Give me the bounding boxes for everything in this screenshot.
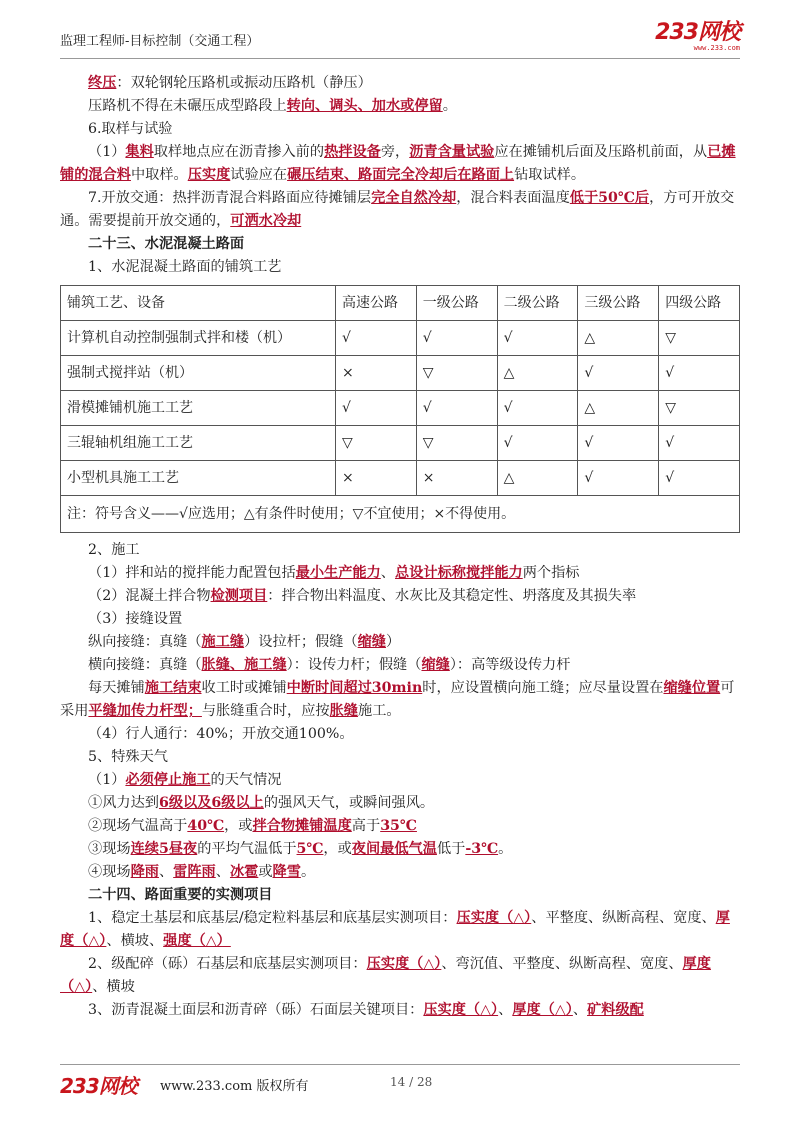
- paragraph: [60, 677, 740, 723]
- logo-url: www.233.com: [693, 44, 740, 52]
- key-term: 检测项目: [210, 588, 268, 604]
- logo-text: 233网校: [655, 20, 740, 45]
- text-run: ：拌合物出料温度、水灰比及其稳定性、坍落度及其损失率: [267, 588, 637, 604]
- text-run: 应在摊铺机后面及压路机前面，从: [494, 144, 708, 160]
- column-header: 二级公路: [497, 286, 578, 321]
- header-divider: [60, 58, 740, 59]
- key-term: 热拌设备: [324, 144, 381, 160]
- suitability-cell: √: [336, 321, 417, 356]
- text-run: 、: [158, 864, 174, 880]
- paragraph: [60, 141, 740, 187]
- key-term: 沥青含量试验: [409, 144, 495, 160]
- suitability-cell: ×: [336, 356, 417, 391]
- suitability-cell: ×: [416, 461, 497, 496]
- key-term: 总设计标称搅拌能力: [395, 565, 523, 581]
- suitability-cell: △: [497, 461, 578, 496]
- text-run: 。: [442, 98, 457, 114]
- paragraph: [60, 792, 740, 815]
- text-run: 收工时或摊铺: [201, 680, 287, 696]
- paragraph: [60, 861, 740, 884]
- text-run: 每天摊铺: [88, 680, 145, 696]
- suitability-cell: √: [497, 391, 578, 426]
- key-term: 缩缝: [357, 634, 386, 650]
- key-term: 强度（△）: [163, 933, 231, 949]
- paragraph: [60, 769, 740, 792]
- text-run: ③现场: [88, 841, 131, 857]
- paragraph: [60, 72, 740, 95]
- text-run: 低于: [436, 841, 466, 857]
- key-term: 雷阵雨: [173, 864, 216, 880]
- text-run: （3）接缝设置: [88, 611, 183, 627]
- key-term: -3℃: [465, 841, 499, 857]
- process-name-cell: 强制式搅拌站（机）: [61, 356, 336, 391]
- key-term: 必须停止施工: [125, 772, 211, 788]
- text-run: （4）行人通行：40%；开放交通100%。: [88, 726, 354, 742]
- key-term: 降雪: [272, 864, 301, 880]
- text-run: 2、级配碎（砾）石基层和底基层实测项目：: [88, 956, 367, 972]
- paragraph: [60, 999, 740, 1022]
- suitability-cell: ▽: [659, 321, 740, 356]
- text-run: 旁，: [380, 144, 410, 160]
- footer-logo[interactable]: 233网校: [60, 1074, 137, 1098]
- key-term: 冰雹: [229, 864, 259, 880]
- column-header: 三级公路: [578, 286, 659, 321]
- paragraph: [60, 907, 740, 953]
- suitability-cell: △: [578, 321, 659, 356]
- key-term: 胀缝、施工缝: [201, 657, 287, 673]
- column-header: 铺筑工艺、设备: [61, 286, 336, 321]
- text-run: 、弯沉值、平整度、纵断高程、宽度、: [441, 956, 683, 972]
- text-run: ）: [386, 634, 401, 650]
- paragraph: [60, 608, 740, 631]
- text-run: 施工。: [358, 703, 401, 719]
- key-term: 缩缝: [421, 657, 450, 673]
- text-run: ，或: [224, 818, 253, 834]
- text-run: 3、沥青混凝土面层和沥青碎（砾）石面层关键项目：: [88, 1002, 424, 1018]
- suitability-cell: ▽: [336, 426, 417, 461]
- key-term: 可洒水冷却: [230, 213, 302, 229]
- text-run: 可采用: [60, 680, 735, 719]
- section-asphalt: [60, 72, 740, 279]
- key-term: 已摊铺的混合料: [60, 144, 736, 183]
- key-term: 施工缝: [201, 634, 245, 650]
- text-run: 2、施工: [88, 542, 140, 558]
- table-row: [61, 321, 740, 356]
- key-term: 35℃: [380, 818, 417, 834]
- key-term: 最小生产能力: [295, 565, 381, 581]
- text-run: 5、特殊天气: [88, 749, 168, 765]
- key-term: 矿料级配: [587, 1002, 644, 1018]
- process-name-cell: 计算机自动控制强制式拌和楼（机）: [61, 321, 336, 356]
- text-run: 纵向接缝：真缝（: [88, 634, 202, 650]
- text-run: （2）混凝土拌合物: [88, 588, 211, 604]
- text-run: 试验应在: [230, 167, 288, 183]
- copyright-text: www.233.com 版权所有: [160, 1079, 309, 1094]
- paragraph: [60, 953, 740, 999]
- table-body: [61, 321, 740, 533]
- table-row: [61, 426, 740, 461]
- key-term: 中断时间超过30min: [286, 680, 423, 696]
- text-run: ）：高等级设传力杆: [449, 657, 571, 673]
- suitability-cell: √: [497, 426, 578, 461]
- key-term: 缩缝位置: [663, 680, 721, 696]
- text-run: 、横坡、: [106, 933, 164, 949]
- text-run: （1）: [88, 144, 126, 160]
- text-run: 1、稳定土基层和底基层/稳定粒料基层和底基层实测项目：: [88, 910, 457, 926]
- text-run: 或: [258, 864, 273, 880]
- text-run: 与胀缝重合时，应按: [201, 703, 330, 719]
- text-run: 二十三、水泥混凝土路面: [88, 236, 245, 252]
- suitability-cell: √: [497, 321, 578, 356]
- column-header: 一级公路: [416, 286, 497, 321]
- text-run: 。: [498, 841, 513, 857]
- column-header: 高速公路: [336, 286, 417, 321]
- paragraph: [60, 539, 740, 562]
- text-run: 压路机不得在未碾压成型路段上: [88, 98, 287, 114]
- suitability-cell: ×: [336, 461, 417, 496]
- column-header: 四级公路: [659, 286, 740, 321]
- suitability-cell: √: [659, 426, 740, 461]
- key-term: 压实度（△）: [366, 956, 442, 972]
- text-run: 时，应设置横向施工缝；应尽量设置在: [422, 680, 664, 696]
- suitability-cell: ▽: [416, 356, 497, 391]
- text-run: 、: [498, 1002, 513, 1018]
- document-title: 监理工程师-目标控制（交通工程）: [60, 34, 260, 49]
- text-run: ：双轮钢轮压路机或振动压路机（静压）: [116, 75, 372, 91]
- key-term: 胀缝: [329, 703, 358, 719]
- paragraph: [60, 187, 740, 233]
- process-name-cell: 滑模摊铺机施工工艺: [61, 391, 336, 426]
- paragraph: [60, 838, 740, 861]
- document-body: [60, 72, 740, 1022]
- table-row: [61, 461, 740, 496]
- section-concrete: [60, 539, 740, 1022]
- suitability-cell: √: [578, 426, 659, 461]
- text-run: 的天气情况: [210, 772, 282, 788]
- page-header: [60, 22, 740, 56]
- text-run: ②现场气温高于: [88, 818, 188, 834]
- suitability-cell: √: [416, 391, 497, 426]
- paragraph: [60, 746, 740, 769]
- text-run: 高于: [351, 818, 381, 834]
- text-run: 取样地点应在沥青掺入前的: [153, 144, 325, 160]
- table-header: [61, 286, 740, 321]
- text-run: ，方可开放交通。需要提前开放交通的，: [60, 190, 735, 229]
- text-run: ）设拉杆；假缝（: [244, 634, 358, 650]
- text-run: ，混合料表面温度: [456, 190, 570, 206]
- paragraph: [60, 256, 740, 279]
- suitability-cell: √: [336, 391, 417, 426]
- text-run: 、: [572, 1002, 588, 1018]
- process-name-cell: 三辊轴机组施工工艺: [61, 426, 336, 461]
- paragraph: [60, 654, 740, 677]
- paragraph: [60, 118, 740, 141]
- brand-logo[interactable]: [655, 22, 740, 52]
- key-term: 夜间最低气温: [351, 841, 437, 857]
- text-run: 7.开放交通：热拌沥青混合料路面应待摊铺层: [88, 190, 372, 206]
- text-run: （1）: [88, 772, 126, 788]
- process-name-cell: 小型机具施工工艺: [61, 461, 336, 496]
- key-term: 压实度（△）: [423, 1002, 499, 1018]
- text-run: 钻取试样。: [514, 167, 586, 183]
- key-term: 拌合物摊铺温度: [252, 818, 352, 834]
- text-run: 1、水泥混凝土路面的铺筑工艺: [88, 259, 282, 275]
- suitability-cell: △: [578, 391, 659, 426]
- key-term: 施工结束: [144, 680, 202, 696]
- key-term: 40℃: [187, 818, 225, 834]
- text-run: 的强风天气，或瞬间强风。: [263, 795, 435, 811]
- page-number: 14 / 28: [390, 1075, 433, 1089]
- key-term: 压实度: [187, 167, 231, 183]
- key-term: 厚度（△）: [60, 910, 730, 949]
- paragraph: [60, 562, 740, 585]
- text-run: 二十四、路面重要的实测项目: [88, 887, 273, 903]
- key-term: 碾压结束、路面完全冷却后在路面上: [287, 167, 515, 183]
- suitability-cell: ▽: [659, 391, 740, 426]
- text-run: 6.取样与试验: [88, 121, 173, 137]
- header-row: [61, 286, 740, 321]
- key-term: 厚度（△）: [60, 956, 711, 995]
- text-run: ，或: [323, 841, 352, 857]
- paragraph: [60, 585, 740, 608]
- paragraph: [60, 95, 740, 118]
- table-row: [61, 391, 740, 426]
- key-term: 转向、调头、加水或停留: [286, 98, 443, 114]
- suitability-cell: √: [659, 461, 740, 496]
- text-run: 、平整度、纵断高程、宽度、: [531, 910, 716, 926]
- text-run: （1）拌和站的搅拌能力配置包括: [88, 565, 296, 581]
- text-run: 。: [300, 864, 316, 880]
- suitability-cell: √: [578, 461, 659, 496]
- table-row: [61, 356, 740, 391]
- suitability-cell: △: [497, 356, 578, 391]
- suitability-cell: ▽: [416, 426, 497, 461]
- key-term: 平缝加传力杆型；: [88, 703, 202, 719]
- suitability-cell: √: [578, 356, 659, 391]
- paragraph: [60, 631, 740, 654]
- legend-row: [61, 496, 740, 533]
- text-run: ④现场: [88, 864, 131, 880]
- page-footer: [60, 1064, 740, 1098]
- symbol-legend: 注：符号含义——√应选用；△有条件时使用；▽不宜使用；×不得使用。: [61, 496, 740, 533]
- text-run: 中取样。: [130, 167, 188, 183]
- text-run: ①风力达到: [88, 795, 159, 811]
- key-term: 厚度（△）: [512, 1002, 573, 1018]
- paragraph: [60, 884, 740, 907]
- text-run: 的平均气温低于: [197, 841, 297, 857]
- key-term: 连续5昼夜: [130, 841, 198, 857]
- key-term: 5℃: [296, 841, 324, 857]
- paragraph: [60, 723, 740, 746]
- key-term: 6级以及6级以上: [158, 795, 264, 811]
- suitability-cell: √: [659, 356, 740, 391]
- text-run: ）：设传力杆；假缝（: [286, 657, 422, 673]
- text-run: 两个指标: [522, 565, 580, 581]
- key-term: 低于50℃后: [569, 190, 650, 206]
- key-term: 集料: [125, 144, 154, 160]
- key-term: 完全自然冷却: [371, 190, 457, 206]
- suitability-cell: √: [416, 321, 497, 356]
- paragraph: [60, 815, 740, 838]
- text-run: 、: [380, 565, 395, 581]
- text-run: 横向接缝：真缝（: [88, 657, 202, 673]
- key-term: 终压: [88, 75, 117, 91]
- text-run: 、横坡: [92, 979, 135, 995]
- key-term: 降雨: [130, 864, 159, 880]
- key-term: 压实度（△）: [456, 910, 532, 926]
- paving-process-table: [60, 285, 740, 533]
- text-run: 、: [215, 864, 230, 880]
- paragraph: [60, 233, 740, 256]
